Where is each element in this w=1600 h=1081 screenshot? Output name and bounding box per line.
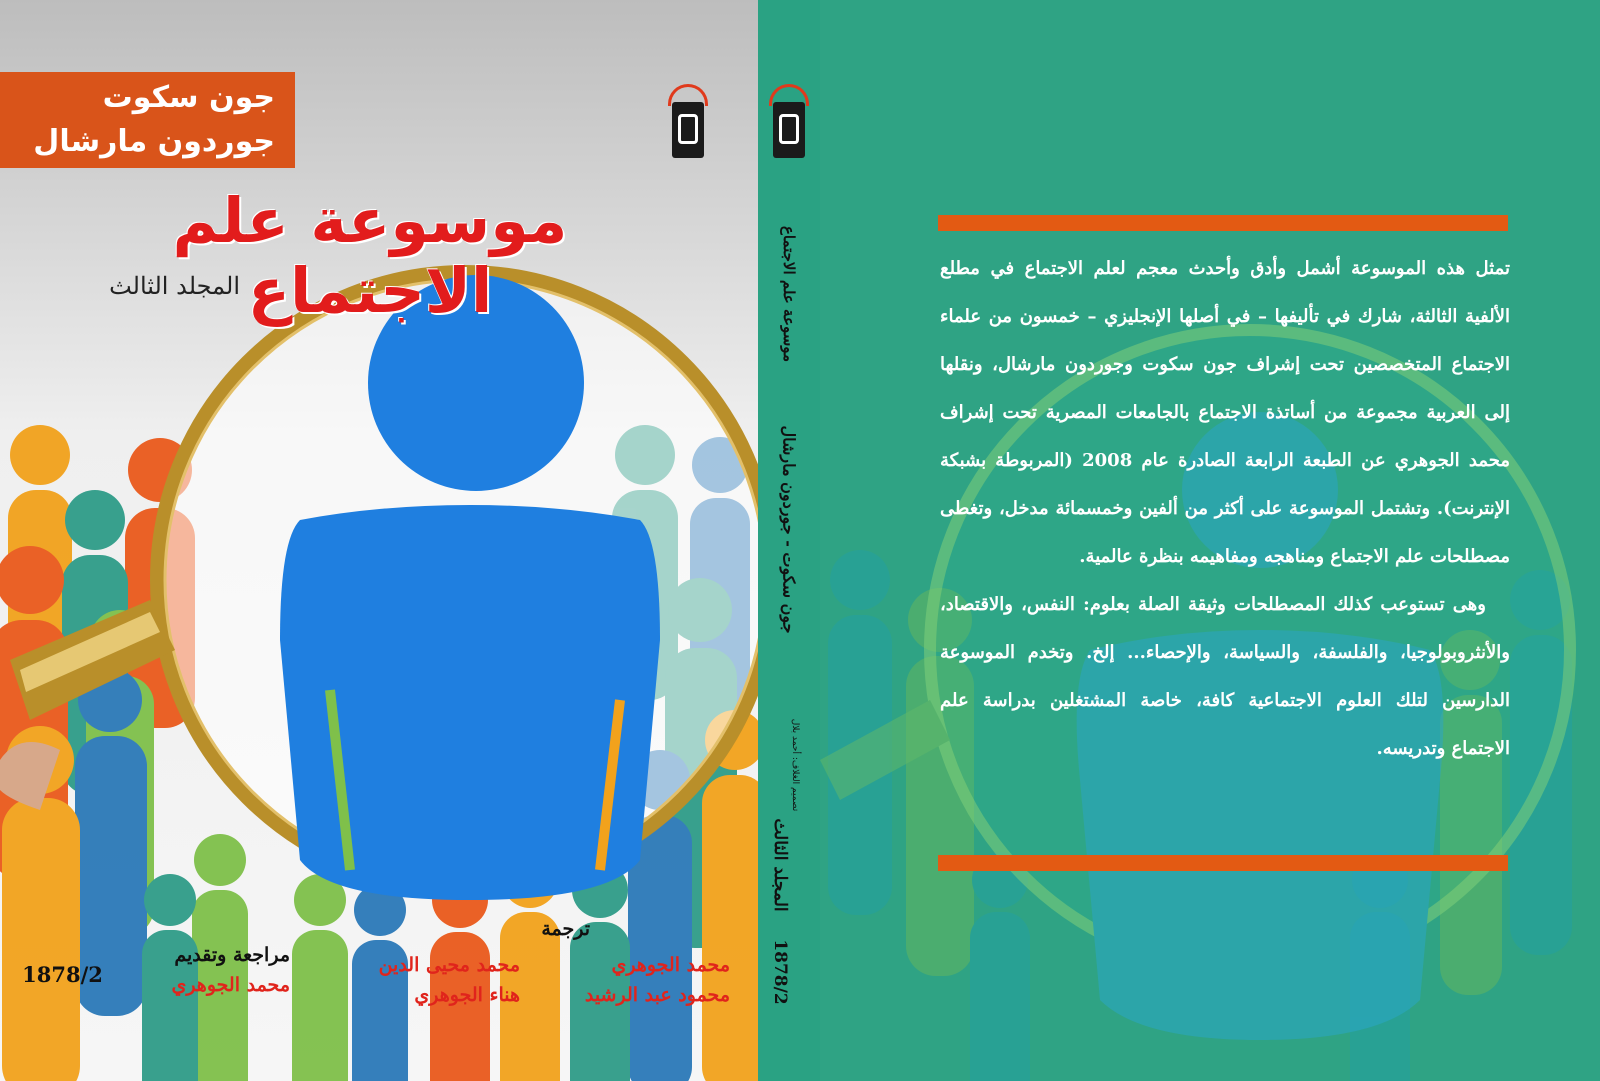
spine-designer: تصميم الغلاف: أحمد بلال (790, 718, 801, 812)
author-1: جون سكوت (102, 80, 275, 115)
book-title: موسوعة علم الاجتماع (172, 184, 568, 327)
translator-4: هناء الجوهري (414, 984, 520, 1006)
back-cover (820, 0, 1600, 1081)
spine-number: 1878/2 (769, 939, 790, 1005)
book-spine (758, 0, 820, 1081)
magnifier-lens (157, 272, 758, 900)
spine-authors: جون سكوت - جوردون مارشال (779, 425, 799, 634)
spine-title: موسوعة علم الاجتماع (780, 225, 798, 363)
front-cover (0, 0, 758, 1081)
blurb-paragraph-2: وهى تستوعب كذلك المصطلحات وثيقة الصلة بعلوم: النفس، والاقتصاد، والأنثروبولوجيا، والفلسفة، والسياسة، والإحصاء... إلخ. وتخدم الموسوعة الدارسين لتلك العلوم الاجتماعية كافة، خاصة المشتغلين بدراسة علم الاجتماع وتدريسه. (940, 594, 1510, 759)
catalog-number: 1878/2 (22, 962, 103, 987)
author-2: جوردون مارشال (33, 124, 275, 159)
bottom-divider (938, 855, 1508, 871)
volume-label: المجلد الثالث (109, 272, 240, 300)
publisher-logo-front (668, 84, 708, 162)
translator-2: محمود عبد الرشيد (584, 984, 730, 1006)
review-label: مراجعة وتقديم (174, 944, 290, 966)
top-divider (938, 215, 1508, 231)
spine-volume: المجلد الثالث (769, 818, 790, 912)
translator-3: محمد محيى الدين (378, 954, 520, 976)
front-authors (0, 72, 295, 168)
review-credit (140, 940, 290, 1000)
back-blurb (940, 245, 1510, 773)
blurb-paragraph-1: تمثل هذه الموسوعة أشمل وأدق وأحدث معجم لعلم الاجتماع في مطلع الألفية الثالثة، شارك في تأليفها – في أصلها الإنجليزي – خمسون من علماء الاجتماع المتخصصين تحت إشراف جون سكوت وجوردون مارشال، ونقلها إلى العربية مجموعة من أساتذة الاجتماع بالجامعات المصرية تحت إشراف محمد الجوهري عن الطبعة الرابعة الصادرة عام 2008 (المربوطة بشبكة الإنترنت). وتشتمل الموسوعة على أكثر من ألفين وخمسمائة مدخل، وتغطى مصطلحات علم الاجتماع ومناهجه ومفاهيمه بنظرة عالمية. (940, 258, 1510, 567)
translation-label: ترجمة (541, 918, 590, 940)
translator-1: محمد الجوهري (611, 954, 730, 976)
publisher-logo-spine (769, 84, 809, 162)
reviewer-name: محمد الجوهري (171, 974, 290, 996)
translators-col2 (330, 920, 520, 1010)
translators-col1 (540, 950, 730, 1010)
